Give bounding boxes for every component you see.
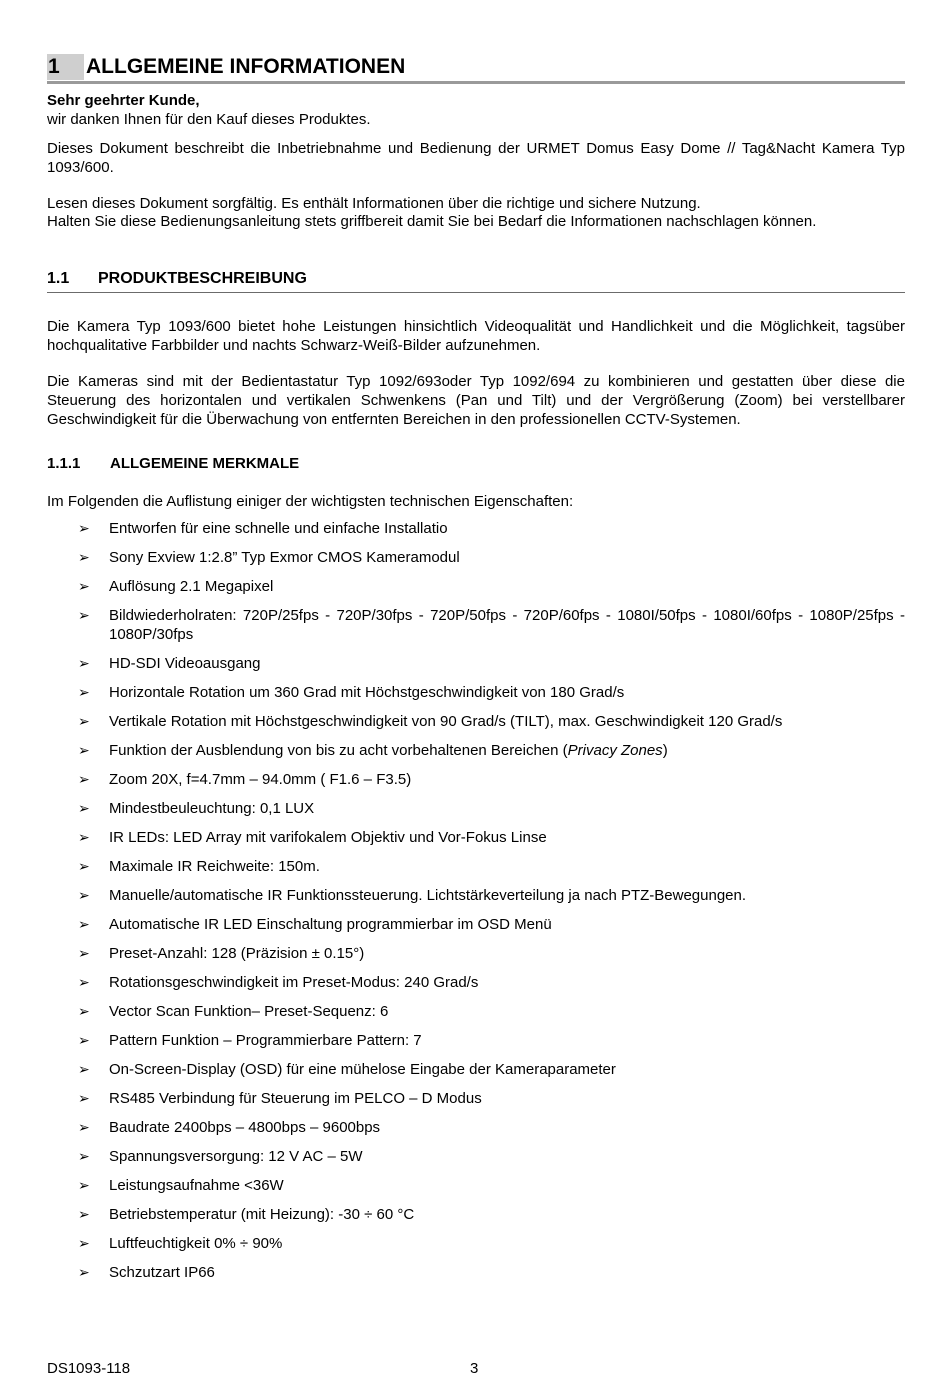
arrow-bullet-icon: ➢ (78, 800, 90, 816)
arrow-bullet-icon: ➢ (78, 713, 90, 729)
feature-item (47, 654, 905, 673)
arrow-bullet-icon: ➢ (78, 829, 90, 845)
arrow-bullet-icon: ➢ (78, 858, 90, 874)
feature-text: Entworfen für eine schnelle und einfache Installatio (109, 520, 448, 537)
section-1-number-box (47, 54, 84, 80)
section-1-1-rule (47, 292, 905, 293)
feature-text: Horizontale Rotation um 360 Grad mit Höchstgeschwindigkeit von 180 Grad/s (109, 684, 625, 701)
feature-item (47, 886, 905, 905)
section-1-1-1-title: ALLGEMEINE MERKMALE (110, 455, 300, 472)
feature-item (47, 683, 905, 702)
feature-item (47, 1031, 905, 1050)
feature-item (47, 857, 905, 876)
feature-item (47, 1176, 905, 1195)
feature-item (47, 1263, 905, 1282)
feature-text: Vector Scan Funktion– Preset-Sequenz: 6 (109, 1003, 389, 1020)
greeting: Sehr geehrter Kunde, (47, 92, 200, 109)
feature-item (47, 1205, 905, 1224)
arrow-bullet-icon: ➢ (78, 1003, 90, 1019)
feature-text: Rotationsgeschwindigkeit im Preset-Modus: 240 Grad/s (109, 974, 479, 991)
feature-item (47, 1060, 905, 1079)
arrow-bullet-icon: ➢ (78, 1206, 90, 1222)
feature-text: Schzutzart IP66 (109, 1264, 215, 1281)
feature-item (47, 1089, 905, 1108)
feature-text: Manuelle/automatische IR Funktionssteuerung. Lichtstärkeverteilung ja nach PTZ-Bewegungen. (109, 887, 747, 904)
feature-item (47, 770, 905, 789)
product-paragraph-1: Die Kamera Typ 1093/600 bietet hohe Leistungen hinsichtlich Videoqualität und Handlichkeit und die Möglichkeit, tagsüber hochqualitative Farbbilder und nachts Schwarz-Weiß-Bilder aufzunehmen. (47, 318, 905, 354)
arrow-bullet-icon: ➢ (78, 1264, 90, 1280)
feature-text: Baudrate 2400bps – 4800bps – 9600bps (109, 1119, 381, 1136)
intro-paragraph: Dieses Dokument beschreibt die Inbetriebnahme und Bedienung der URMET Domus Easy Dome // Tag&Nacht Kamera Typ 1093/600. (47, 140, 905, 176)
privacy-zones-term: Privacy Zones (567, 742, 663, 759)
feature-text: Vertikale Rotation mit Höchstgeschwindigkeit von 90 Grad/s (TILT), max. Geschwindigkeit 120 Grad/s (109, 713, 783, 730)
feature-text: Leistungsaufnahme <36W (109, 1177, 284, 1194)
feature-text: IR LEDs: LED Array mit varifokalem Objektiv und Vor-Fokus Linse (109, 829, 547, 846)
feature-text: Automatische IR LED Einschaltung programmierbar im OSD Menü (109, 916, 552, 933)
feature-item (47, 548, 905, 567)
section-1-1-number: 1.1 (47, 270, 70, 287)
feature-text: Preset-Anzahl: 128 (Präzision ± 0.15°) (109, 945, 365, 962)
section-1-heading (47, 54, 905, 82)
section-1-title: ALLGEMEINE INFORMATIONEN (86, 55, 406, 78)
feature-item (47, 973, 905, 992)
product-paragraph-2: Die Kameras sind mit der Bedientastatur Typ 1092/693oder Typ 1092/694 zu kombinieren und gestatten über diese die Steuerung des horizontalen und vertikalen Schwenkens (Pan und Tilt) und der Vergrößerung (Zoom) bei verstellbarer Geschwindigkeit für die Überwachung von entfernten Bereichen in den professionellen CCTV-Systemen. (47, 373, 905, 428)
feature-item (47, 519, 905, 538)
feature-text: Funktion der Ausblendung von bis zu acht vorbehaltenen Bereichen ( (109, 742, 568, 759)
section-1-1-1-number: 1.1.1 (47, 455, 81, 472)
section-1-number: 1 (48, 55, 60, 78)
section-1-1-title: PRODUKTBESCHREIBUNG (98, 270, 307, 287)
arrow-bullet-icon: ➢ (78, 887, 90, 903)
feature-text: Bildwiederholraten: 720P/25fps - 720P/30fps - 720P/50fps - 720P/60fps - 1080I/50fps - 1080I/60fps - 1080P/25fps - 1080P/30fps (109, 607, 905, 643)
feature-item (47, 577, 905, 596)
feature-text: Sony Exview 1:2.8” Typ Exmor CMOS Kameramodul (109, 549, 460, 566)
arrow-bullet-icon: ➢ (78, 771, 90, 787)
feature-item (47, 944, 905, 963)
feature-item (47, 712, 905, 731)
arrow-bullet-icon: ➢ (78, 520, 90, 536)
document-code: DS1093-118 (47, 1360, 131, 1377)
feature-item (47, 741, 905, 760)
feature-text: RS485 Verbindung für Steuerung im PELCO – D Modus (109, 1090, 482, 1107)
feature-item (47, 1002, 905, 1021)
feature-text: Spannungsversorgung: 12 V AC – 5W (109, 1148, 363, 1165)
keep-manual-line: Halten Sie diese Bedienungsanleitung stets griffbereit damit Sie bei Bedarf die Informationen nachschlagen können. (47, 213, 817, 230)
feature-item (47, 828, 905, 847)
read-carefully-line: Lesen dieses Dokument sorgfältig. Es enthält Informationen über die richtige und sichere Nutzung. (47, 195, 701, 212)
feature-text: Auflösung 2.1 Megapixel (109, 578, 274, 595)
arrow-bullet-icon: ➢ (78, 1032, 90, 1048)
arrow-bullet-icon: ➢ (78, 684, 90, 700)
feature-text: Maximale IR Reichweite: 150m. (109, 858, 320, 875)
arrow-bullet-icon: ➢ (78, 974, 90, 990)
feature-text: Mindestbeuleuchtung: 0,1 LUX (109, 800, 315, 817)
feature-item (47, 1118, 905, 1137)
section-1-1-1-heading (47, 455, 905, 475)
feature-item (47, 799, 905, 818)
arrow-bullet-icon: ➢ (78, 945, 90, 961)
arrow-bullet-icon: ➢ (78, 1235, 90, 1251)
feature-text: Luftfeuchtigkeit 0% ÷ 90% (109, 1235, 283, 1252)
feature-list (47, 519, 905, 1292)
thanks-line: wir danken Ihnen für den Kauf dieses Produktes. (47, 111, 371, 128)
arrow-bullet-icon: ➢ (78, 607, 90, 623)
page-number: 3 (470, 1360, 479, 1377)
arrow-bullet-icon: ➢ (78, 1090, 90, 1106)
section-1-1-heading (47, 268, 905, 293)
arrow-bullet-icon: ➢ (78, 549, 90, 565)
feature-item (47, 1147, 905, 1166)
arrow-bullet-icon: ➢ (78, 742, 90, 758)
arrow-bullet-icon: ➢ (78, 1061, 90, 1077)
arrow-bullet-icon: ➢ (78, 1148, 90, 1164)
feature-text: Pattern Funktion – Programmierbare Pattern: 7 (109, 1032, 422, 1049)
feature-item (47, 915, 905, 934)
arrow-bullet-icon: ➢ (78, 916, 90, 932)
feature-text: HD-SDI Videoausgang (109, 655, 261, 672)
feature-text: Betriebstemperatur (mit Heizung): -30 ÷ 60 °C (109, 1206, 415, 1223)
feature-text: On-Screen-Display (OSD) für eine mühelose Eingabe der Kameraparameter (109, 1061, 616, 1078)
arrow-bullet-icon: ➢ (78, 1119, 90, 1135)
arrow-bullet-icon: ➢ (78, 1177, 90, 1193)
features-intro: Im Folgenden die Auflistung einiger der wichtigsten technischen Eigenschaften: (47, 493, 574, 510)
feature-item (47, 1234, 905, 1253)
section-1-rule (47, 81, 905, 84)
feature-item (47, 606, 905, 644)
arrow-bullet-icon: ➢ (78, 655, 90, 671)
privacy-close: ) (662, 742, 668, 759)
feature-text: Zoom 20X, f=4.7mm – 94.0mm ( F1.6 – F3.5) (109, 771, 412, 788)
arrow-bullet-icon: ➢ (78, 578, 90, 594)
